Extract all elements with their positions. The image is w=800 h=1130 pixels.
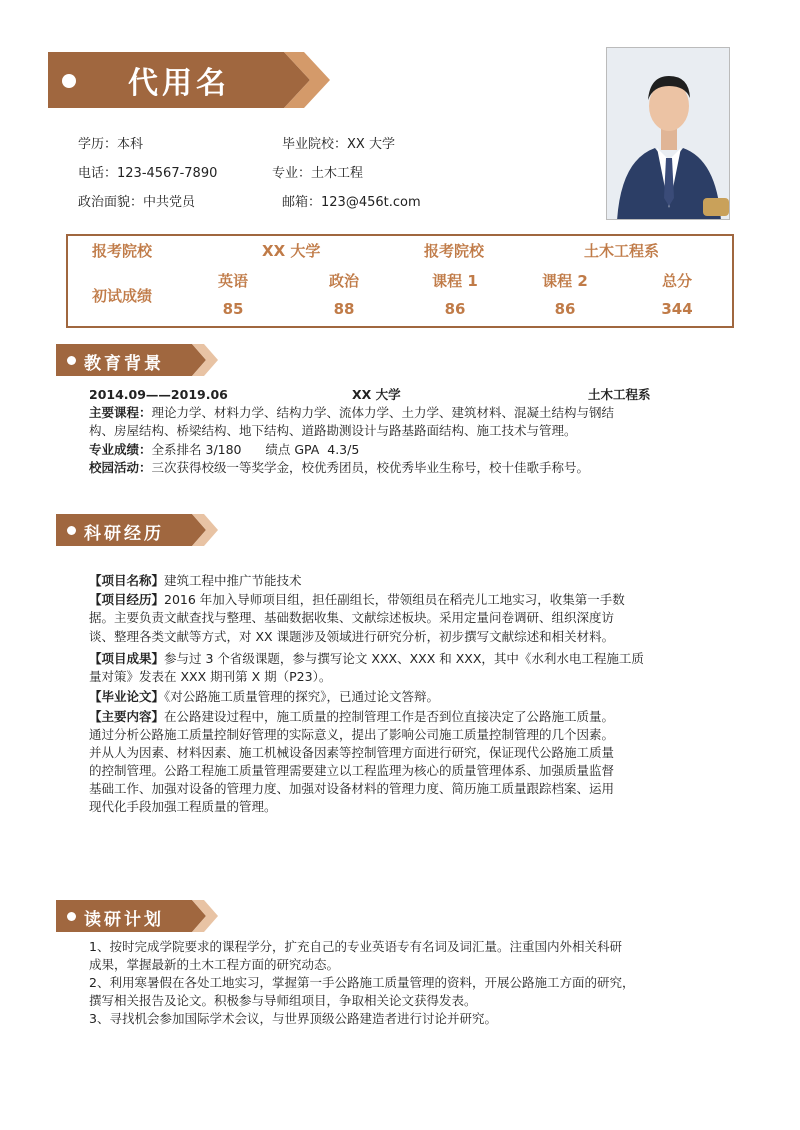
bullet-icon xyxy=(62,74,76,88)
edu-dept: 土木工程系 xyxy=(588,387,651,402)
candidate-name: 代用名 xyxy=(128,66,230,101)
score-label: 初试成绩 xyxy=(92,287,153,305)
project-name-line xyxy=(89,572,302,590)
subject-politics: 政治 xyxy=(328,272,359,290)
courses-text: 理论力学、材料力学、结构力学、流体力学、土力学、建筑材料、混凝土结构与钢结 xyxy=(151,405,615,420)
results-line-2: 量对策》发表在 XXX 期刊第 X 期（P23）。 xyxy=(89,669,332,684)
plan-line-1: 1、按时完成学院要求的课程学分，扩充自己的专业英语专有名词及词汇量。注重国内外相关科研 xyxy=(89,939,622,954)
apply-dept-label: 报考院校 xyxy=(424,242,485,260)
thesis-line xyxy=(89,688,439,706)
content-line-1 xyxy=(89,708,614,726)
plan-line-5: 3、寻找机会参加国际学术会议，与世界顶级公路建造者进行讨论并研究。 xyxy=(89,1011,497,1026)
campus-text: 三次获得校级一等奖学金，校优秀团员，校优秀毕业生称号，校十佳歌手称号。 xyxy=(151,460,590,475)
experience-text: 2016 年加入导师项目组，担任副组长，带领组员在稻壳儿工地实习，收集第一手数 xyxy=(164,592,625,607)
score-total: 344 xyxy=(661,300,693,318)
results-label: 【项目成果】 xyxy=(89,651,165,666)
political-status: 政治面貌：中共党员 xyxy=(78,195,196,210)
grades-text: 全系排名 3/180 绩点 GPA 4.3/5 xyxy=(151,442,360,457)
thesis-text: 《对公路施工质量管理的探究》，已通过论文答辩。 xyxy=(164,689,440,704)
subject-english: 英语 xyxy=(217,272,248,290)
edu-school: XX 大学 xyxy=(352,387,401,402)
grades-label: 专业成绩： xyxy=(89,442,152,457)
score-course-2: 86 xyxy=(554,300,576,318)
thesis-label: 【毕业论文】 xyxy=(89,689,165,704)
courses-line-1 xyxy=(89,404,614,422)
profile-photo-illustration xyxy=(607,48,730,220)
project-name-label: 【项目名称】 xyxy=(89,573,165,588)
subject-course-1: 课程 1 xyxy=(432,272,478,290)
plan-line-2: 成果，掌握最新的土木工程方面的研究动态。 xyxy=(89,957,340,972)
content-line-2: 通过分析公路施工质量控制好管理的实际意义，提出了影响公司施工质量控制管理的几个因素。 xyxy=(89,727,615,742)
subject-total: 总分 xyxy=(661,272,692,290)
edu-period: 2014.09——2019.06 xyxy=(89,387,228,402)
courses-label: 主要课程： xyxy=(89,405,152,420)
content-line-3: 并从人为因素、材料因素、施工机械设备因素等控制管理方面进行研究，保证现代公路施工质量 xyxy=(89,745,615,760)
bullet-icon xyxy=(67,356,76,365)
apply-school-value: XX 大学 xyxy=(262,242,321,260)
content-line-4: 的控制管理。公路工程施工质量管理需要建立以工程监理为核心的质量管理体系、加强质量监督 xyxy=(89,763,615,778)
results-text: 参与过 3 个省级课题，参与撰写论文 XXX、XXX 和 XXX，其中《水利水电工程施工质 xyxy=(164,651,644,666)
section-header-research xyxy=(56,514,226,546)
graduate-school: 毕业院校：XX 大学 xyxy=(282,137,395,152)
content-line-5: 基础工作、加强对设备的管理力度、加强对设备材料的管理力度、简历施工质量跟踪档案、运用 xyxy=(89,781,615,796)
score-politics: 88 xyxy=(333,300,355,318)
phone-number: 电话：123-4567-7890 xyxy=(78,166,218,181)
grades-line xyxy=(89,441,359,459)
content-line-6: 现代化手段加强工程质量的管理。 xyxy=(89,799,277,814)
subject-course-2: 课程 2 xyxy=(542,272,588,290)
section-title: 教育背景 xyxy=(84,354,164,374)
campus-line xyxy=(89,459,589,477)
experience-line-2: 据。主要负责文献查找与整理、基础数据收集、文献综述板块。采用定量问卷调研、组织深度访 xyxy=(89,610,615,625)
courses-line-2: 构、房屋结构、桥梁结构、地下结构、道路勘测设计与路基路面结构、施工技术与管理。 xyxy=(89,423,577,438)
bullet-icon xyxy=(67,526,76,535)
bullet-icon xyxy=(67,912,76,921)
score-course-1: 86 xyxy=(444,300,466,318)
name-banner xyxy=(48,52,338,108)
campus-label: 校园活动： xyxy=(89,460,152,475)
apply-dept-value: 土木工程系 xyxy=(584,242,660,260)
section-title: 科研经历 xyxy=(84,524,164,544)
section-header-education xyxy=(56,344,226,376)
education-level: 学历：本科 xyxy=(78,137,144,152)
section-header-plan xyxy=(56,900,226,932)
project-name-text: 建筑工程中推广节能技术 xyxy=(164,573,302,588)
content-label: 【主要内容】 xyxy=(89,709,165,724)
profile-photo xyxy=(606,47,730,220)
section-title: 读研计划 xyxy=(84,910,164,930)
plan-line-4: 撰写相关报告及论文。积极参与导师组项目，争取相关论文获得发表。 xyxy=(89,993,477,1008)
results-line-1 xyxy=(89,650,644,668)
experience-line-3: 谈、整理各类文献等方式，对 XX 课题涉及领域进行研究分析，初步撰写文献综述和相关材料。 xyxy=(89,629,615,644)
email-address: 邮箱：123@456t.com xyxy=(282,195,421,210)
content-text: 在公路建设过程中，施工质量的控制管理工作是否到位直接决定了公路施工质量。 xyxy=(164,709,615,724)
score-english: 85 xyxy=(222,300,244,318)
major: 专业：土木工程 xyxy=(272,166,364,181)
experience-line-1 xyxy=(89,591,625,609)
experience-label: 【项目经历】 xyxy=(89,592,165,607)
apply-school-label: 报考院校 xyxy=(92,242,153,260)
plan-line-3: 2、利用寒暑假在各处工地实习，掌握第一手公路施工质量管理的资料，开展公路施工方面的研究， xyxy=(89,975,635,990)
